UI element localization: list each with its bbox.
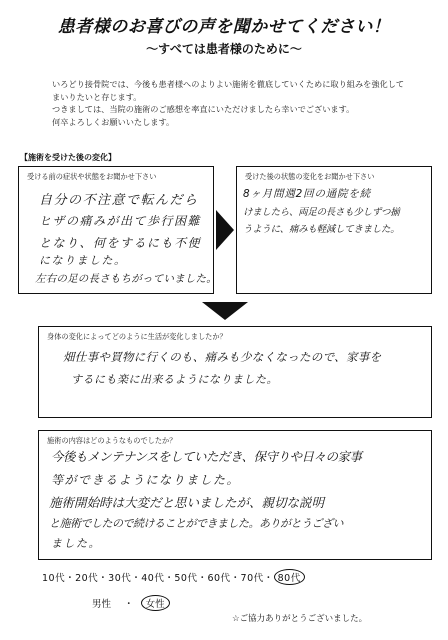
- after-box: [236, 166, 432, 294]
- handwritten-line: 左右の足の長さもちがっていました。: [35, 273, 217, 285]
- handwritten-line: になりました。: [39, 254, 127, 267]
- section-label: 【施術を受けた後の変化】: [20, 153, 116, 162]
- arrow-right-icon: [214, 208, 236, 252]
- after-box-label: 受けた後の状態の変化をお聞かせ下さい: [245, 172, 375, 181]
- arrow-down-icon: [200, 300, 250, 322]
- gender-male: 男性: [92, 599, 112, 610]
- handwritten-line: となり、何をするにも不便: [39, 236, 202, 250]
- page-title: 患者様のお喜びの声を聞かせてください！: [57, 17, 391, 37]
- thanks-note: ☆ご協力ありがとうございました。: [232, 614, 368, 624]
- before-box: [18, 166, 217, 294]
- handwritten-line: 自分の不注意で転んだら: [39, 193, 199, 208]
- handwritten-line: 今後もメンテナンスをしていただき、保守りや日々の家事: [51, 449, 362, 464]
- handwritten-line: けましたら、両足の長さも少しずつ揃: [243, 207, 400, 218]
- intro-text: [52, 78, 422, 128]
- life-change-box: [38, 326, 432, 418]
- page-subtitle: ～すべては患者様のために～: [146, 42, 302, 56]
- handwritten-line: うように、痛みも軽減してきました。: [243, 224, 400, 235]
- age-selected: 80代: [274, 569, 305, 585]
- impression-box-label: 施術の内容はどのようなものでしたか？: [47, 436, 177, 445]
- handwritten-line: 畑仕事や買物に行くのも、痛みも少なくなったので、家事を: [63, 350, 382, 364]
- impression-box: [38, 430, 432, 560]
- life-change-box-label: 身体の変化によってどのように生活が変化しましたか？: [47, 332, 227, 341]
- handwritten-line: するにも楽に出来るようになりました。: [71, 373, 278, 386]
- intro-line: 何卒よろしくお願いいたします。: [52, 116, 175, 127]
- gender-options: [92, 595, 170, 611]
- handwritten-line: 8ヶ月間週2回の通院を続: [243, 188, 371, 200]
- handwritten-line: ヒザの痛みが出て歩行困難: [39, 214, 202, 228]
- handwritten-line: と施術でしたので続けることができました。ありがとうござい: [49, 517, 343, 530]
- age-option-list: 10代・20代・30代・40代・50代・60代・70代・: [42, 573, 274, 584]
- age-options: [42, 569, 305, 585]
- gender-female-selected: 女性: [141, 595, 170, 611]
- handwritten-line: ました。: [51, 537, 101, 550]
- before-box-label: 受ける前の症状や状態をお聞かせ下さい: [27, 172, 157, 181]
- handwritten-line: 施術開始時は大変だと思いましたが、親切な説明: [49, 495, 325, 510]
- intro-line: まいりたいと存じます。: [52, 91, 142, 102]
- gender-separator: ・: [124, 599, 134, 610]
- intro-line: いろどり接骨院では、今後も患者様へのよりよい施術を徹底していくために取り組みを強化して: [52, 79, 405, 89]
- intro-line: つきましては、当院の施術のご感想を率直にいただけましたら幸いでございます。: [52, 104, 355, 114]
- handwritten-line: 等ができるようになりました。: [51, 473, 241, 487]
